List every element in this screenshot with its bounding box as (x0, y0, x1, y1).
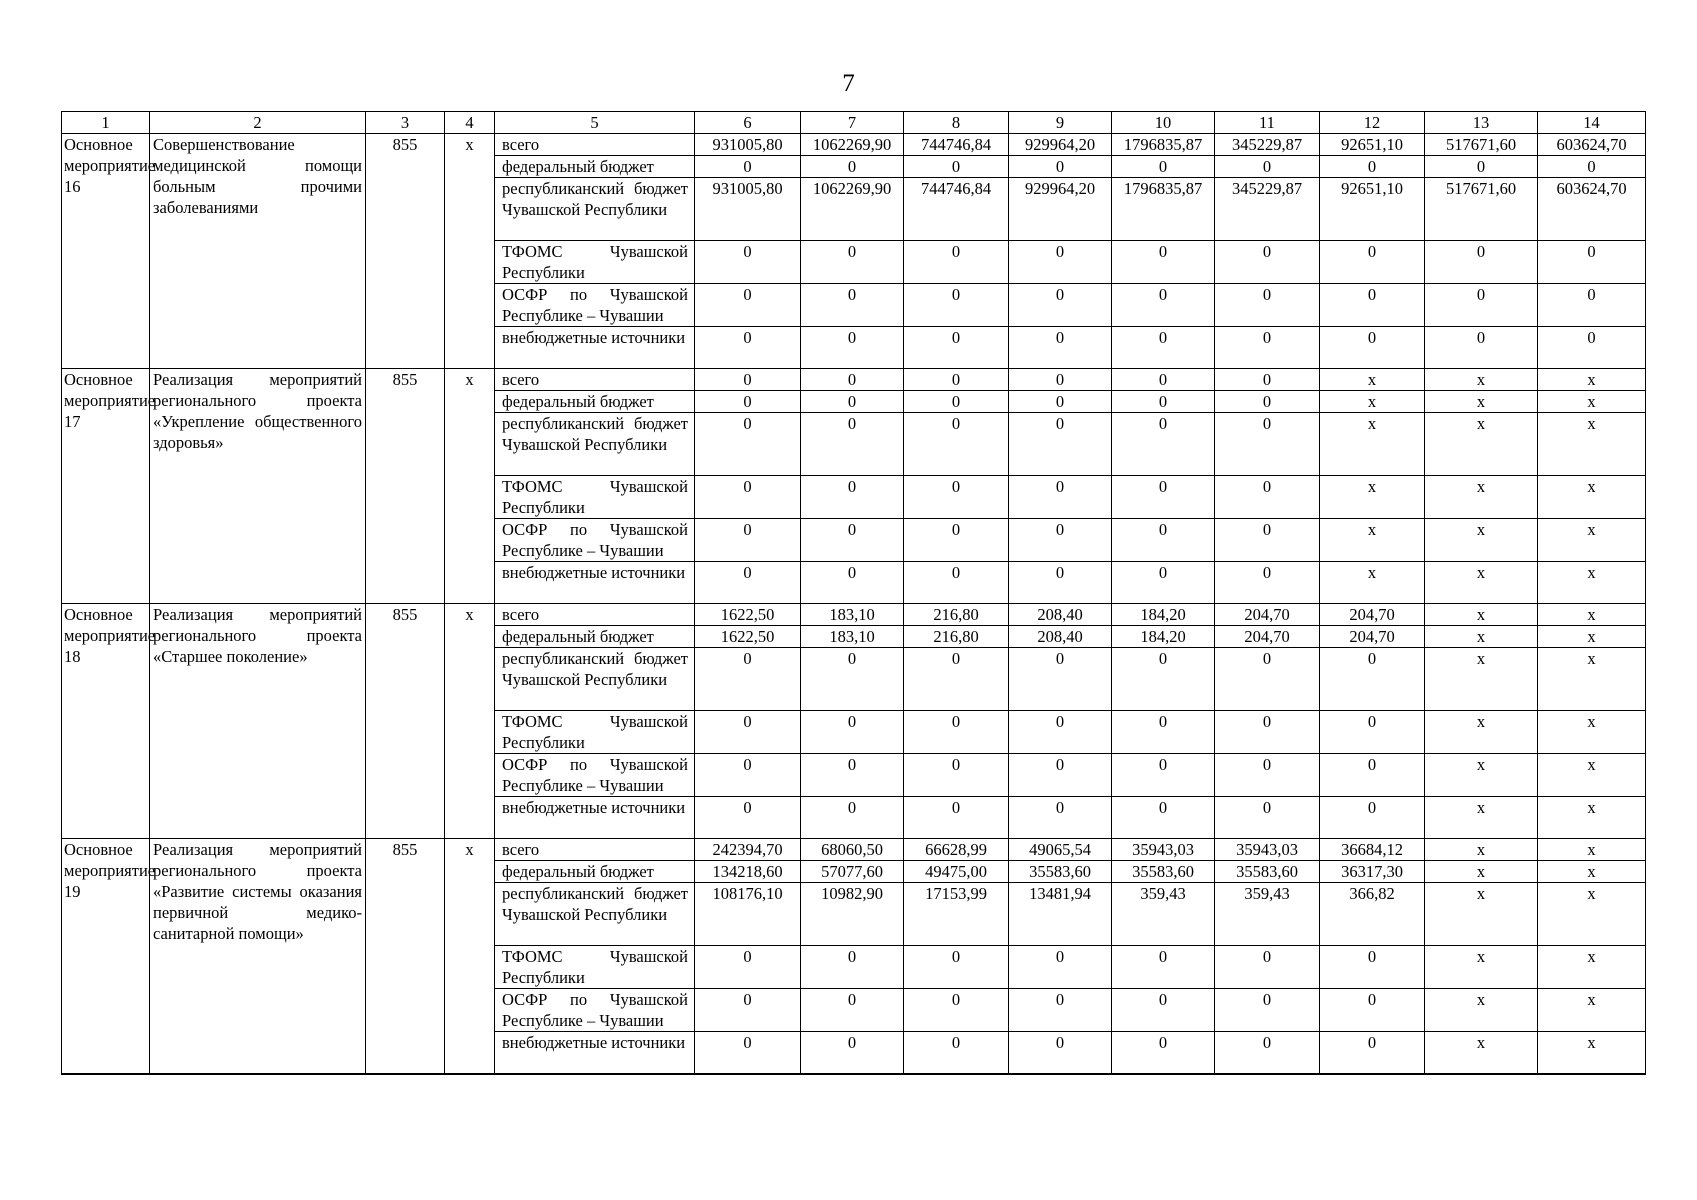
value-cell: 0 (1009, 327, 1112, 369)
value-cell: 0 (801, 369, 904, 391)
value-cell: 0 (904, 989, 1009, 1032)
value-cell: 0 (904, 241, 1009, 284)
funding-source: всего (495, 369, 695, 391)
funding-source: внебюджетные источники (495, 797, 695, 839)
table-row (62, 604, 1646, 626)
value-cell: 0 (904, 284, 1009, 327)
value-cell: 10982,90 (801, 883, 904, 946)
value-cell: 345229,87 (1215, 178, 1320, 241)
value-cell: 0 (904, 413, 1009, 476)
value-cell: х (1425, 1032, 1538, 1074)
value-cell: 0 (695, 797, 801, 839)
value-cell: 0 (801, 413, 904, 476)
value-cell: 0 (1215, 156, 1320, 178)
value-cell: 0 (904, 648, 1009, 711)
value-cell: 0 (695, 711, 801, 754)
value-cell: 0 (801, 711, 904, 754)
budget-code: 855 (366, 604, 445, 839)
value-cell: х (1425, 391, 1538, 413)
value-cell: 0 (1009, 476, 1112, 519)
value-cell: 0 (801, 946, 904, 989)
value-cell: 0 (1009, 391, 1112, 413)
column-header-2: 2 (150, 112, 366, 134)
value-cell: 0 (1215, 946, 1320, 989)
value-cell: 0 (1009, 989, 1112, 1032)
value-cell: 0 (1320, 327, 1425, 369)
value-cell: 0 (1215, 241, 1320, 284)
column-header-3: 3 (366, 112, 445, 134)
value-cell: 0 (695, 391, 801, 413)
event-label: Основное мероприятие 16 (62, 134, 150, 369)
value-cell: х (1425, 369, 1538, 391)
funding-source: ТФОМС Чувашской Республики (495, 946, 695, 989)
value-cell: 0 (904, 946, 1009, 989)
value-cell: 1622,50 (695, 604, 801, 626)
value-cell: 0 (1009, 1032, 1112, 1074)
mark-cell: х (445, 604, 495, 839)
table-body (62, 134, 1646, 1074)
value-cell: 0 (1320, 797, 1425, 839)
value-cell: х (1320, 562, 1425, 604)
value-cell: 345229,87 (1215, 134, 1320, 156)
value-cell: х (1425, 861, 1538, 883)
value-cell: 0 (1009, 754, 1112, 797)
value-cell: 0 (1215, 519, 1320, 562)
value-cell: 0 (1112, 369, 1215, 391)
value-cell: 744746,84 (904, 134, 1009, 156)
value-cell: х (1538, 989, 1646, 1032)
value-cell: 0 (1112, 989, 1215, 1032)
value-cell: 0 (1320, 1032, 1425, 1074)
value-cell: 49475,00 (904, 861, 1009, 883)
value-cell: х (1425, 519, 1538, 562)
value-cell: 0 (1009, 413, 1112, 476)
value-cell: 17153,99 (904, 883, 1009, 946)
value-cell: 0 (695, 327, 801, 369)
mark-cell: х (445, 369, 495, 604)
value-cell: х (1425, 413, 1538, 476)
value-cell: 183,10 (801, 604, 904, 626)
value-cell: 0 (801, 284, 904, 327)
value-cell: 0 (1112, 284, 1215, 327)
funding-source: внебюджетные источники (495, 562, 695, 604)
funding-source: ОСФР по Чувашской Республике – Чувашии (495, 519, 695, 562)
value-cell: 0 (801, 391, 904, 413)
value-cell: 1062269,90 (801, 134, 904, 156)
value-cell: 0 (1425, 284, 1538, 327)
value-cell: х (1425, 946, 1538, 989)
value-cell: 204,70 (1320, 626, 1425, 648)
mark-cell: х (445, 839, 495, 1074)
value-cell: 0 (801, 241, 904, 284)
funding-source: ТФОМС Чувашской Республики (495, 476, 695, 519)
value-cell: х (1425, 604, 1538, 626)
value-cell: х (1425, 711, 1538, 754)
event-label: Основное мероприятие 18 (62, 604, 150, 839)
value-cell: 0 (801, 156, 904, 178)
value-cell: 0 (1320, 241, 1425, 284)
value-cell: 0 (904, 562, 1009, 604)
value-cell: х (1538, 604, 1646, 626)
value-cell: х (1538, 519, 1646, 562)
funding-source: ТФОМС Чувашской Республики (495, 241, 695, 284)
value-cell: 517671,60 (1425, 134, 1538, 156)
value-cell: 0 (1320, 946, 1425, 989)
value-cell: х (1320, 413, 1425, 476)
value-cell: х (1425, 839, 1538, 861)
value-cell: 931005,80 (695, 178, 801, 241)
event-name: Реализация мероприятий регионального проекта «Укрепление общественного здоровья» (150, 369, 366, 604)
value-cell: 0 (1538, 156, 1646, 178)
budget-code: 855 (366, 839, 445, 1074)
value-cell: 0 (1112, 327, 1215, 369)
value-cell: 35943,03 (1215, 839, 1320, 861)
funding-source: федеральный бюджет (495, 626, 695, 648)
value-cell: 0 (1112, 1032, 1215, 1074)
value-cell: 0 (904, 391, 1009, 413)
value-cell: 0 (1112, 476, 1215, 519)
page-number: 7 (842, 70, 855, 97)
budget-code: 855 (366, 369, 445, 604)
value-cell: 1796835,87 (1112, 178, 1215, 241)
value-cell: 0 (904, 519, 1009, 562)
value-cell: 0 (904, 476, 1009, 519)
value-cell: 108176,10 (695, 883, 801, 946)
funding-source: республиканский бюджет Чувашской Республики (495, 413, 695, 476)
table-row (62, 369, 1646, 391)
value-cell: 0 (801, 797, 904, 839)
value-cell: 204,70 (1215, 604, 1320, 626)
event-name: Совершенствование медицинской помощи больным прочими заболеваниями (150, 134, 366, 369)
column-header-7: 7 (801, 112, 904, 134)
value-cell: 242394,70 (695, 839, 801, 861)
value-cell: 0 (695, 284, 801, 327)
budget-code: 855 (366, 134, 445, 369)
value-cell: 0 (1425, 327, 1538, 369)
value-cell: 0 (1009, 156, 1112, 178)
value-cell: х (1425, 797, 1538, 839)
value-cell: х (1538, 562, 1646, 604)
funding-source: внебюджетные источники (495, 327, 695, 369)
value-cell: х (1538, 946, 1646, 989)
value-cell: х (1538, 861, 1646, 883)
value-cell: 0 (1112, 754, 1215, 797)
funding-source: всего (495, 604, 695, 626)
value-cell: 0 (695, 476, 801, 519)
value-cell: 0 (1215, 754, 1320, 797)
value-cell: 0 (1215, 391, 1320, 413)
value-cell: 0 (1215, 711, 1320, 754)
value-cell: 0 (1215, 369, 1320, 391)
value-cell: 0 (904, 797, 1009, 839)
column-header-14: 14 (1538, 112, 1646, 134)
table-row (62, 839, 1646, 861)
value-cell: х (1538, 797, 1646, 839)
value-cell: 0 (1215, 989, 1320, 1032)
value-cell: х (1538, 369, 1646, 391)
value-cell: 0 (801, 754, 904, 797)
value-cell: 0 (801, 476, 904, 519)
value-cell: 208,40 (1009, 626, 1112, 648)
value-cell: х (1425, 754, 1538, 797)
value-cell: 49065,54 (1009, 839, 1112, 861)
event-name: Реализация мероприятий регионального проекта «Старшее поколение» (150, 604, 366, 839)
value-cell: х (1425, 476, 1538, 519)
value-cell: х (1538, 883, 1646, 946)
value-cell: 0 (801, 989, 904, 1032)
value-cell: 68060,50 (801, 839, 904, 861)
funding-source: ОСФР по Чувашской Республике – Чувашии (495, 284, 695, 327)
event-name: Реализация мероприятий регионального проекта «Развитие системы оказания первичной медико-санитарной помощи» (150, 839, 366, 1074)
value-cell: 517671,60 (1425, 178, 1538, 241)
value-cell: 0 (1425, 241, 1538, 284)
value-cell: 0 (1112, 413, 1215, 476)
value-cell: 0 (904, 156, 1009, 178)
value-cell: х (1538, 839, 1646, 861)
column-header-9: 9 (1009, 112, 1112, 134)
value-cell: 0 (695, 562, 801, 604)
funding-source: всего (495, 839, 695, 861)
value-cell: 0 (1425, 156, 1538, 178)
funding-source: внебюджетные источники (495, 1032, 695, 1074)
value-cell: 66628,99 (904, 839, 1009, 861)
column-header-8: 8 (904, 112, 1009, 134)
column-header-10: 10 (1112, 112, 1215, 134)
value-cell: х (1425, 626, 1538, 648)
value-cell: 366,82 (1320, 883, 1425, 946)
funding-table (61, 111, 1646, 1075)
value-cell: х (1538, 711, 1646, 754)
value-cell: 183,10 (801, 626, 904, 648)
value-cell: 92651,10 (1320, 178, 1425, 241)
value-cell: х (1320, 476, 1425, 519)
column-header-4: 4 (445, 112, 495, 134)
value-cell: 0 (904, 711, 1009, 754)
value-cell: 0 (801, 648, 904, 711)
value-cell: х (1425, 648, 1538, 711)
value-cell: 0 (801, 562, 904, 604)
value-cell: 0 (1538, 241, 1646, 284)
value-cell: 0 (695, 241, 801, 284)
value-cell: 1062269,90 (801, 178, 904, 241)
value-cell: 0 (1215, 327, 1320, 369)
value-cell: 0 (1009, 711, 1112, 754)
value-cell: 35943,03 (1112, 839, 1215, 861)
value-cell: 0 (801, 327, 904, 369)
value-cell: 0 (1009, 648, 1112, 711)
value-cell: 0 (695, 946, 801, 989)
value-cell: 0 (1009, 369, 1112, 391)
value-cell: 0 (1009, 519, 1112, 562)
value-cell: х (1425, 883, 1538, 946)
value-cell: 0 (1112, 797, 1215, 839)
value-cell: 36317,30 (1320, 861, 1425, 883)
value-cell: 204,70 (1215, 626, 1320, 648)
value-cell: 1796835,87 (1112, 134, 1215, 156)
value-cell: 0 (801, 1032, 904, 1074)
value-cell: 603624,70 (1538, 178, 1646, 241)
value-cell: 35583,60 (1112, 861, 1215, 883)
mark-cell: х (445, 134, 495, 369)
value-cell: 0 (1009, 562, 1112, 604)
value-cell: 931005,80 (695, 134, 801, 156)
funding-source: ОСФР по Чувашской Республике – Чувашии (495, 754, 695, 797)
value-cell: 0 (1112, 391, 1215, 413)
value-cell: 0 (1215, 284, 1320, 327)
value-cell: 0 (904, 1032, 1009, 1074)
value-cell: 359,43 (1112, 883, 1215, 946)
value-cell: 603624,70 (1538, 134, 1646, 156)
value-cell: 0 (1538, 284, 1646, 327)
value-cell: х (1538, 626, 1646, 648)
funding-source: всего (495, 134, 695, 156)
value-cell: х (1425, 562, 1538, 604)
value-cell: 0 (1215, 476, 1320, 519)
value-cell: 0 (1320, 989, 1425, 1032)
funding-source: республиканский бюджет Чувашской Республики (495, 178, 695, 241)
column-header-12: 12 (1320, 112, 1425, 134)
value-cell: 92651,10 (1320, 134, 1425, 156)
value-cell: 0 (695, 519, 801, 562)
funding-source: республиканский бюджет Чувашской Республики (495, 883, 695, 946)
event-label: Основное мероприятие 19 (62, 839, 150, 1074)
value-cell: 0 (1112, 711, 1215, 754)
value-cell: 0 (1009, 241, 1112, 284)
value-cell: х (1320, 369, 1425, 391)
table-row (62, 134, 1646, 156)
value-cell: 0 (1112, 519, 1215, 562)
value-cell: 0 (904, 327, 1009, 369)
value-cell: 0 (1320, 156, 1425, 178)
value-cell: 0 (1320, 754, 1425, 797)
column-header-6: 6 (695, 112, 801, 134)
value-cell: 134218,60 (695, 861, 801, 883)
value-cell: 13481,94 (1009, 883, 1112, 946)
value-cell: х (1538, 754, 1646, 797)
funding-source: федеральный бюджет (495, 391, 695, 413)
value-cell: 0 (904, 754, 1009, 797)
value-cell: 0 (1009, 946, 1112, 989)
value-cell: х (1538, 476, 1646, 519)
value-cell: 0 (1215, 648, 1320, 711)
value-cell: 0 (1112, 156, 1215, 178)
value-cell: 0 (1320, 711, 1425, 754)
value-cell: 0 (695, 648, 801, 711)
value-cell: 0 (1112, 946, 1215, 989)
column-header-1: 1 (62, 112, 150, 134)
value-cell: 929964,20 (1009, 178, 1112, 241)
value-cell: 216,80 (904, 604, 1009, 626)
value-cell: 204,70 (1320, 604, 1425, 626)
value-cell: 0 (695, 369, 801, 391)
value-cell: 929964,20 (1009, 134, 1112, 156)
value-cell: 0 (1320, 284, 1425, 327)
value-cell: 0 (1215, 562, 1320, 604)
value-cell: 0 (1320, 648, 1425, 711)
value-cell: 36684,12 (1320, 839, 1425, 861)
value-cell: 0 (1215, 1032, 1320, 1074)
value-cell: 0 (1112, 648, 1215, 711)
value-cell: 0 (695, 156, 801, 178)
value-cell: 744746,84 (904, 178, 1009, 241)
funding-source: республиканский бюджет Чувашской Республики (495, 648, 695, 711)
column-header-5: 5 (495, 112, 695, 134)
value-cell: 0 (1215, 413, 1320, 476)
value-cell: 0 (695, 989, 801, 1032)
value-cell: 35583,60 (1215, 861, 1320, 883)
value-cell: 0 (904, 369, 1009, 391)
value-cell: 57077,60 (801, 861, 904, 883)
value-cell: 0 (1009, 797, 1112, 839)
value-cell: 0 (1112, 241, 1215, 284)
value-cell: 0 (695, 413, 801, 476)
value-cell: 1622,50 (695, 626, 801, 648)
value-cell: 208,40 (1009, 604, 1112, 626)
column-header-11: 11 (1215, 112, 1320, 134)
value-cell: 0 (1112, 562, 1215, 604)
value-cell: х (1538, 648, 1646, 711)
funding-source: ТФОМС Чувашской Республики (495, 711, 695, 754)
funding-source: федеральный бюджет (495, 156, 695, 178)
value-cell: х (1538, 413, 1646, 476)
value-cell: х (1425, 989, 1538, 1032)
value-cell: 0 (801, 519, 904, 562)
column-header-13: 13 (1425, 112, 1538, 134)
value-cell: 359,43 (1215, 883, 1320, 946)
value-cell: 216,80 (904, 626, 1009, 648)
funding-source: ОСФР по Чувашской Республике – Чувашии (495, 989, 695, 1032)
header-row (62, 112, 1646, 134)
funding-source: федеральный бюджет (495, 861, 695, 883)
value-cell: 0 (695, 754, 801, 797)
value-cell: х (1320, 519, 1425, 562)
value-cell: 0 (1009, 284, 1112, 327)
value-cell: 0 (1538, 327, 1646, 369)
value-cell: х (1320, 391, 1425, 413)
table-header (62, 112, 1646, 134)
value-cell: 0 (1215, 797, 1320, 839)
value-cell: 0 (695, 1032, 801, 1074)
value-cell: 184,20 (1112, 604, 1215, 626)
value-cell: х (1538, 391, 1646, 413)
event-label: Основное мероприятие 17 (62, 369, 150, 604)
value-cell: 184,20 (1112, 626, 1215, 648)
value-cell: х (1538, 1032, 1646, 1074)
value-cell: 35583,60 (1009, 861, 1112, 883)
